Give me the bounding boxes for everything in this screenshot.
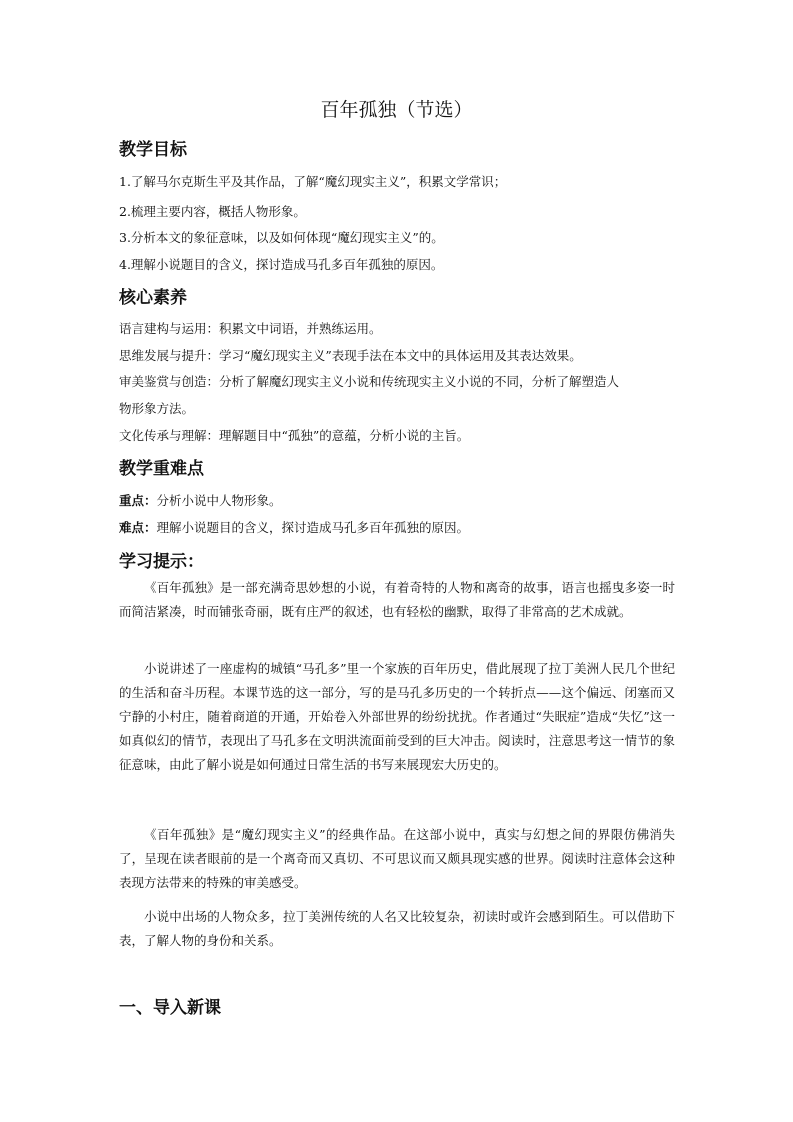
literacy-item: 审美鉴赏与创造：分析了解魔幻现实主义小说和传统现实主义小说的不同，分析了解塑造人 — [119, 374, 620, 389]
goal-item: 4.理解小说题目的含义，探讨造成马孔多百年孤独的原因。 — [119, 257, 444, 272]
tips-paragraph: 小说中出场的人物众多，拉丁美洲传统的人名又比较复杂，初读时或许会感到陌生。可以借助下表，了解人物的身份和关系。 — [119, 909, 675, 948]
tips-paragraph: 小说讲述了一座虚构的城镇“马孔多”里一个家族的百年历史，借此展现了拉丁美洲人民几个世纪的生活和奋斗历程。本课节选的这一部分，写的是马孔多历史的一个转折点——这个偏远、闭塞而又宁静的小村庄，随着商道的开通，开始卷入外部世界的纷纷扰扰。作者通过“失眠症”造成“失忆”这一如真似幻的情节，表现出了马孔多在文明洪流面前受到的巨大冲击。阅读时，注意思考这一情节的象征意味，由此了解小说是如何通过日常生活的书写来展现宏大历史的。 — [119, 661, 675, 772]
goal-item: 1.了解马尔克斯生平及其作品，了解“魔幻现实主义”，积累文学常识； — [119, 174, 507, 189]
difficulty-line — [119, 519, 469, 537]
heading-study-tips: 学习提示： — [119, 552, 204, 572]
literacy-item: 语言建构与运用：积累文中词语，并熟练运用。 — [119, 321, 382, 336]
heading-intro-new-lesson: 一、导入新课 — [119, 998, 221, 1018]
key-point-label: 重点： — [119, 493, 157, 508]
literacy-item: 思维发展与提升：学习“魔幻现实主义”表现手法在本文中的具体运用及其表达效果。 — [119, 348, 582, 363]
heading-teaching-goals: 教学目标 — [119, 140, 187, 160]
heading-key-difficult-points: 教学重难点 — [119, 459, 204, 479]
difficulty-text: 理解小说题目的含义，探讨造成马孔多百年孤独的原因。 — [156, 520, 470, 535]
document-title: 百年孤独（节选） — [320, 99, 473, 121]
tips-paragraph: 《百年孤独》是“魔幻现实主义”的经典作品。在这部小说中，真实与幻想之间的界限仿佛消失了，呈现在读者眼前的是一个离奇而又真切、不可思议而又颇具现实感的世界。阅读时注意体会这种表现方法带来的特殊的审美感受。 — [119, 827, 675, 890]
goal-item: 3.分析本文的象征意味，以及如何体现“魔幻现实主义”的。 — [119, 230, 444, 245]
tips-paragraph: 《百年孤独》是一部充满奇思妙想的小说，有着奇特的人物和离奇的故事，语言也摇曳多姿一时而简洁紧凑，时而铺张奇丽，既有庄严的叙述，也有轻松的幽默，取得了非常高的艺术成就。 — [119, 580, 675, 619]
key-point-line — [119, 492, 282, 510]
difficulty-label: 难点： — [119, 520, 157, 535]
literacy-item: 物形象方法。 — [119, 401, 195, 416]
goal-item: 2.梳理主要内容，概括人物形象。 — [119, 204, 306, 219]
literacy-item: 文化传承与理解：理解题目中“孤独”的意蕴，分析小说的主旨。 — [119, 428, 470, 443]
heading-core-literacy: 核心素养 — [119, 288, 187, 308]
key-point-text: 分析小说中人物形象。 — [156, 493, 282, 508]
